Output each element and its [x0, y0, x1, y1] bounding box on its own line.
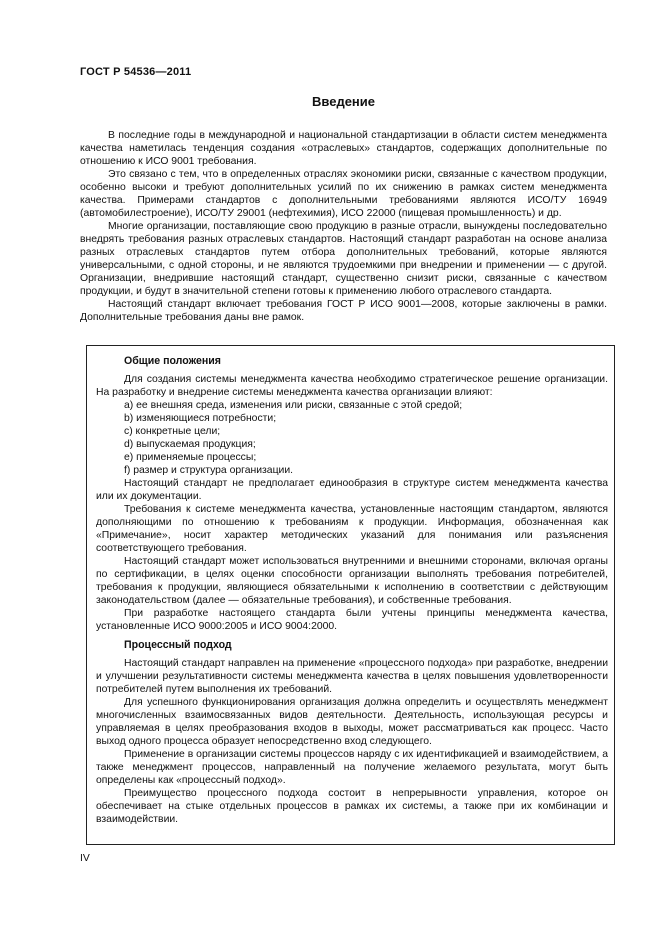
intro-paragraph: Это связано с тем, что в определенных отраслях экономики риски, связанные с качеством продукции, особенно высоки и требуют дополнительных усилий по их снижению в рамках систем менеджмента качества. Примерами стандартов с дополнительными требованиями являются ИСО/ТУ 16949 (автомобилестроение), ИСО/ТУ 29001 (нефтехимия), ИСО 22000 (пищевая промышленность) и др.	[80, 169, 607, 219]
box-paragraph: Применение в организации системы процессов наряду с их идентификацией и взаимодействием, а также менеджмент процессов, направленный на получение желаемого результата, могут быть определены как «процессный подход».	[96, 749, 608, 786]
influence-list	[96, 399, 608, 477]
intro-paragraph: Многие организации, поставляющие свою продукцию в разные отрасли, вынуждены последовательно внедрять требования разных отраслевых стандартов. Настоящий стандарт разработан на основе анализа разных отраслевых стандартов путем отбора дополнительных требований, которые являются универсальными, с одной стороны, и не являются трудоемкими при внедрении и применении — с другой. Организации, внедрившие настоящий стандарт, существенно снизит риски, связанные с качеством продукции, и будут в значительной степени готовы к применению любого отраслевого стандарта.	[80, 221, 607, 297]
intro-paragraph: Настоящий стандарт включает требования ГОСТ Р ИСО 9001—2008, которые заключены в рамки. Дополнительные требования даны вне рамок.	[80, 299, 607, 323]
box-paragraph: Настоящий стандарт не предполагает единообразия в структуре систем менеджмента качества или их документации.	[96, 478, 608, 502]
box-paragraph: Для успешного функционирования организация должна определить и осуществлять менеджмент многочисленных взаимосвязанных видов деятельности. Деятельность, использующая ресурсы и управляемая в целях преобразования входов в выходы, может рассматриваться как процесс. Часто выход одного процесса образует непосредственно вход следующего.	[96, 697, 608, 747]
list-item: a) ее внешняя среда, изменения или риски, связанные с этой средой;	[124, 400, 463, 411]
list-item: e) применяемые процессы;	[124, 452, 257, 463]
box-paragraph: Требования к системе менеджмента качества, установленные настоящим стандартом, являются дополняющими по отношению к требованиям к продукции. Информация, обозначенная как «Примечание», носит характер методических указаний для понимания или разъяснения соответствующего требования.	[96, 504, 608, 554]
list-item: b) изменяющиеся потребности;	[124, 413, 277, 424]
box-heading-general: Общие положения	[124, 355, 221, 367]
list-item: d) выпускаемая продукция;	[124, 439, 256, 450]
box-paragraph: Для создания системы менеджмента качества необходимо стратегическое решение организации. На разработку и внедрение системы менеджмента качества организации влияют:	[96, 374, 608, 398]
box-paragraph: Преимущество процессного подхода состоит в непрерывности управления, которое он обеспечивает на стыке отдельных процессов в рамках их системы, а также при их комбинации и взаимодействии.	[96, 788, 608, 825]
intro-paragraph: В последние годы в международной и национальной стандартизации в области систем менеджмента качества наметилась тенденция создания «отраслевых» стандартов, содержащих дополнительные по отношению к ИСО 9001 требования.	[80, 130, 607, 167]
list-item: c) конкретные цели;	[124, 426, 221, 437]
list-item: f) размер и структура организации.	[124, 465, 294, 476]
framed-requirements-box	[86, 345, 615, 845]
section-title: Введение	[312, 94, 375, 109]
page-number: IV	[80, 853, 90, 864]
intro-section	[80, 129, 607, 324]
box-heading-process: Процессный подход	[124, 639, 232, 651]
box-paragraph: Настоящий стандарт может использоваться внутренними и внешними сторонами, включая органы по сертификации, в целях оценки способности организации выполнять требования потребителей, требования к продукции, являющиеся обязательными к исполнению в соответствии с действующим законодательством (далее — обязательные требования), и собственные требования.	[96, 556, 608, 606]
document-header: ГОСТ Р 54536—2011	[80, 66, 192, 78]
box-paragraph: Настоящий стандарт направлен на применение «процессного подхода» при разработке, внедрении и улучшении результативности системы менеджмента качества в целях повышения удовлетворенности потребителей путем выполнения их требований.	[96, 658, 608, 695]
box-paragraph: При разработке настоящего стандарта были учтены принципы менеджмента качества, установленные ИСО 9000:2005 и ИСО 9004:2000.	[96, 608, 608, 632]
